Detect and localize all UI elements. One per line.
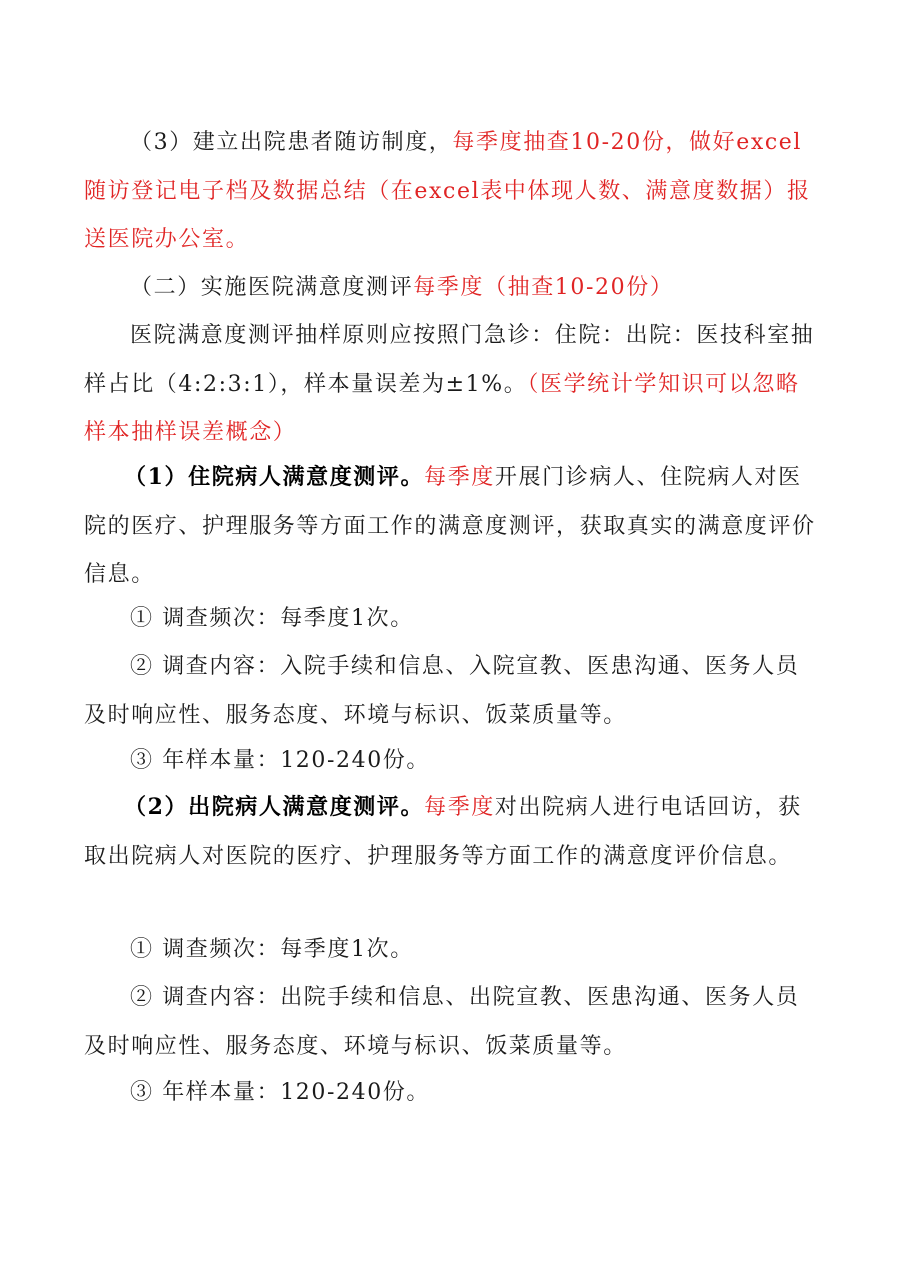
followup-system-text: （3）建立出院患者随访制度， — [130, 130, 453, 155]
paragraph-sampling-principle — [84, 312, 822, 458]
inpatient-sample-item: ③ 年样本量：120-240份。 — [130, 748, 431, 773]
discharge-sample-item: ③ 年样本量：120-240份。 — [130, 1080, 431, 1105]
followup-system-highlight: 每季度抽查10-20份，做好excel随访登记电子档及数据总结（在excel表中体现人数、满意度数据）报送医院办公室。 — [84, 130, 811, 252]
inpatient-survey-frequency-highlight: 每季度 — [424, 465, 495, 490]
discharge-survey-title: （2）出院病人满意度测评。 — [124, 794, 425, 820]
paragraph-inpatient-survey — [84, 453, 822, 600]
inpatient-survey-title: （1）住院病人满意度测评。 — [124, 464, 425, 490]
discharge-frequency-item: ① 调查频次：每季度1次。 — [130, 937, 414, 962]
section-heading-text: （二）实施医院满意度测评 — [130, 275, 414, 300]
discharge-survey-text: 对出院病人进行电话回访，获取出院病人对医院的医疗、护理服务等方面工作的满意度评价信息。 — [84, 795, 802, 869]
sampling-principle-highlight: （医学统计学知识可以忽略样本抽样误差概念） — [84, 371, 800, 445]
inpatient-survey-text: 开展门诊病人、住院病人对医院的医疗、护理服务等方面工作的满意度测评，获取真实的满意度评价信息。 — [84, 465, 816, 587]
discharge-survey-frequency-highlight: 每季度 — [424, 795, 495, 820]
inpatient-content-item: ② 调查内容：入院手续和信息、入院宣教、医患沟通、医务人员及时响应性、服务态度、环境与标识、饭菜质量等。 — [84, 654, 800, 728]
section-heading-satisfaction — [84, 264, 822, 313]
section-heading-highlight: 每季度（抽查10-20份） — [413, 275, 674, 300]
paragraph-followup-system — [84, 119, 822, 265]
inpatient-frequency-item: ① 调查频次：每季度1次。 — [130, 606, 414, 631]
discharge-content-item: ② 调查内容：出院手续和信息、出院宣教、医患沟通、医务人员及时响应性、服务态度、环境与标识、饭菜质量等。 — [84, 985, 800, 1059]
paragraph-discharge-survey — [84, 783, 822, 881]
sampling-principle-text: 医院满意度测评抽样原则应按照门急诊：住院：出院：医技科室抽样占比（4:2:3:1），样本量误差为±1%。 — [84, 323, 815, 397]
